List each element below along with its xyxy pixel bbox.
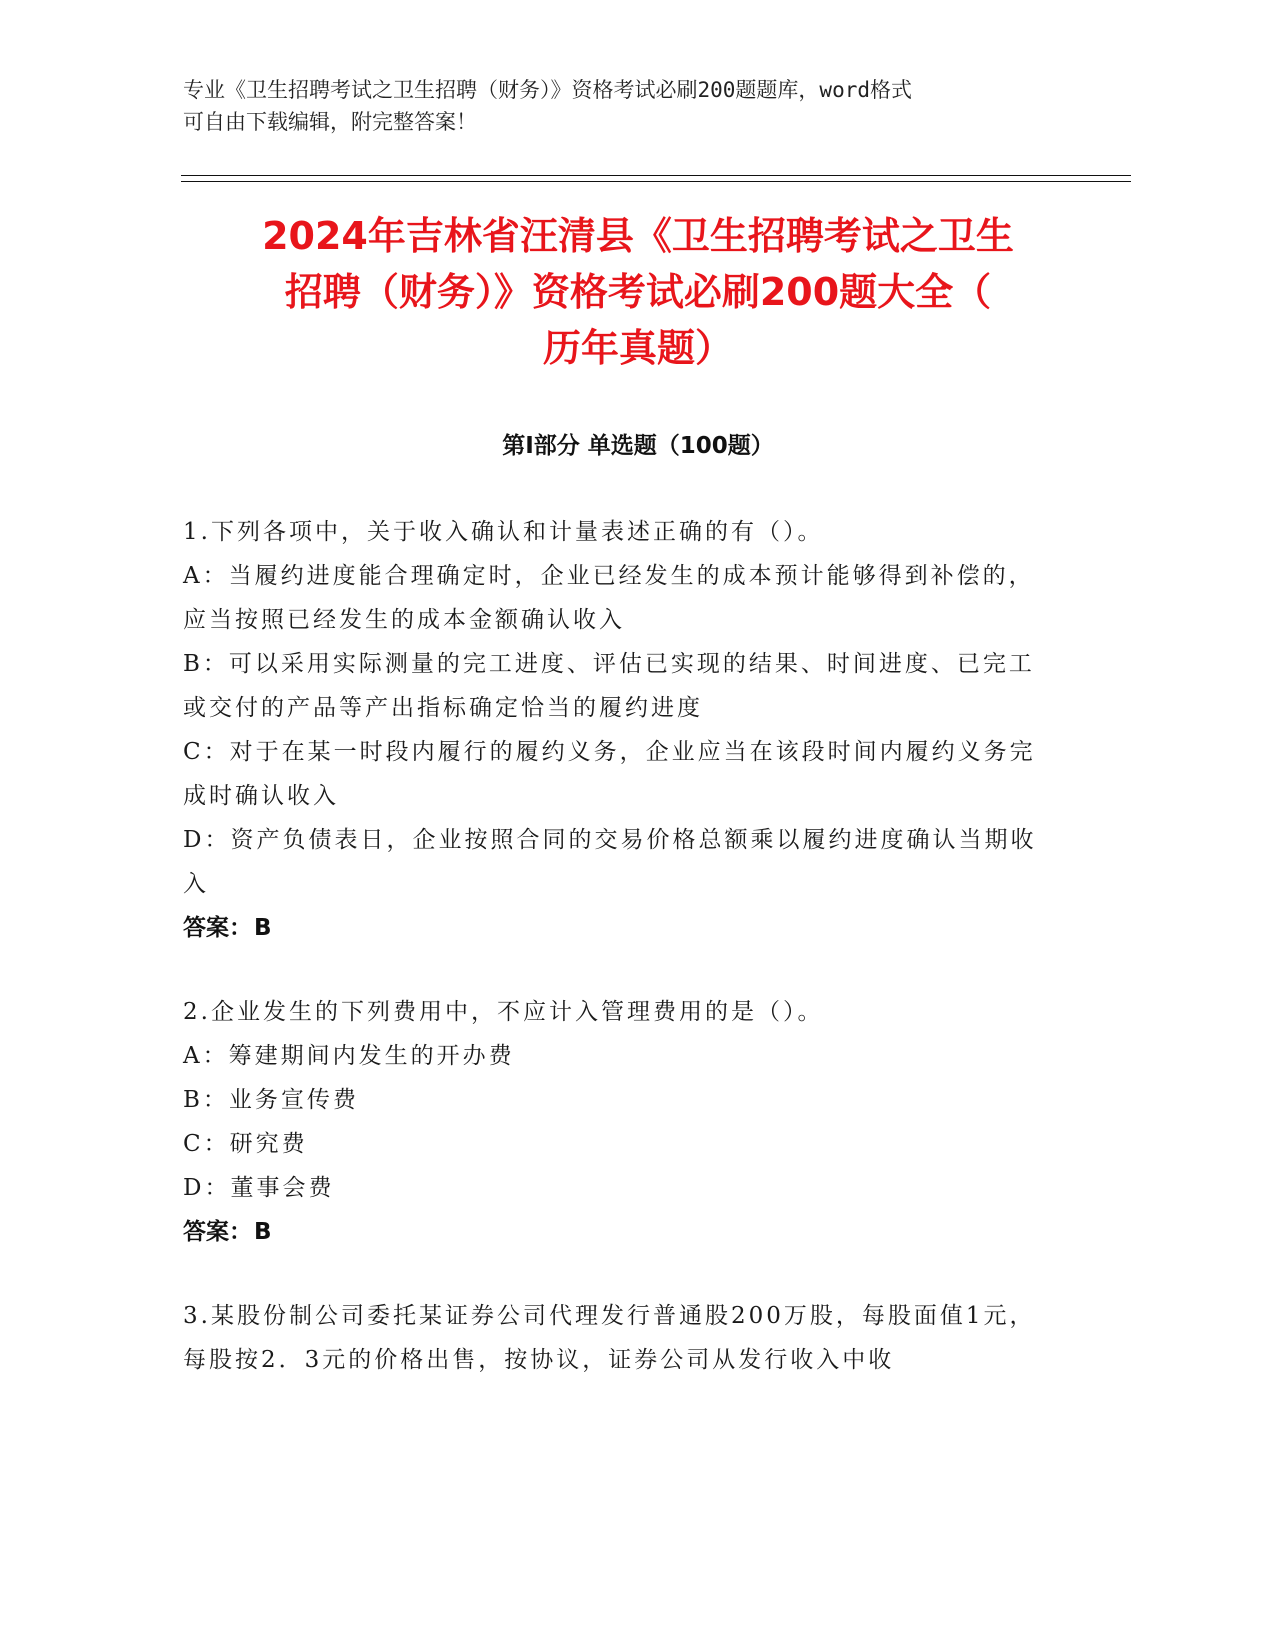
answer xyxy=(183,906,1053,950)
question-2 xyxy=(183,990,1053,1254)
option-c: C：研究费 xyxy=(183,1131,308,1157)
answer-value: B xyxy=(254,915,272,941)
question-stem: 2.企业发生的下列费用中，不应计入管理费用的是（）。 xyxy=(183,999,824,1025)
question-1 xyxy=(183,510,1053,950)
header-note-line-1: 专业《卫生招聘考试之卫生招聘（财务）》资格考试必刷200题题库，word格式 xyxy=(183,78,912,102)
option-a: A：当履约进度能合理确定时，企业已经发生的成本预计能够得到补偿的，应当按照已经发生的成本金额确认收入 xyxy=(183,563,1035,633)
question-3 xyxy=(183,1294,1053,1382)
document-title-line-1: 2024年吉林省汪清县《卫生招聘考试之卫生 xyxy=(262,214,1014,258)
option-b: B：可以采用实际测量的完工进度、评估已实现的结果、时间进度、已完工或交付的产品等产出指标确定恰当的履约进度 xyxy=(183,651,1035,721)
document-title-line-3: 历年真题） xyxy=(542,326,733,370)
header-divider-bottom xyxy=(181,181,1131,182)
answer xyxy=(183,1210,1053,1254)
question-stem: 1.下列各项中，关于收入确认和计量表述正确的有（）。 xyxy=(183,519,824,545)
document-title-line-2: 招聘（财务）》资格考试必刷200题大全（ xyxy=(284,270,992,314)
answer-label: 答案： xyxy=(183,915,252,941)
question-list xyxy=(183,510,1053,1422)
answer-label: 答案： xyxy=(183,1219,252,1245)
option-a: A：筹建期间内发生的开办费 xyxy=(183,1043,515,1069)
option-d: D：董事会费 xyxy=(183,1175,335,1201)
header-note-line-2: 可自由下载编辑，附完整答案！ xyxy=(183,110,477,134)
header-note xyxy=(183,74,1063,138)
option-d: D：资产负债表日，企业按照合同的交易价格总额乘以履约进度确认当期收入 xyxy=(183,827,1037,897)
header-divider-top xyxy=(181,175,1131,176)
question-stem: 3.某股份制公司委托某证券公司代理发行普通股200万股，每股面值1元，每股按2．3元的价格出售，按协议，证券公司从发行收入中收 xyxy=(183,1303,1036,1373)
answer-value: B xyxy=(254,1219,272,1245)
option-c: C：对于在某一时段内履行的履约义务，企业应当在该段时间内履约义务完成时确认收入 xyxy=(183,739,1036,809)
option-b: B：业务宣传费 xyxy=(183,1087,359,1113)
document-title xyxy=(183,208,1093,376)
section-title: 第Ⅰ部分 单选题（100题） xyxy=(502,433,774,459)
